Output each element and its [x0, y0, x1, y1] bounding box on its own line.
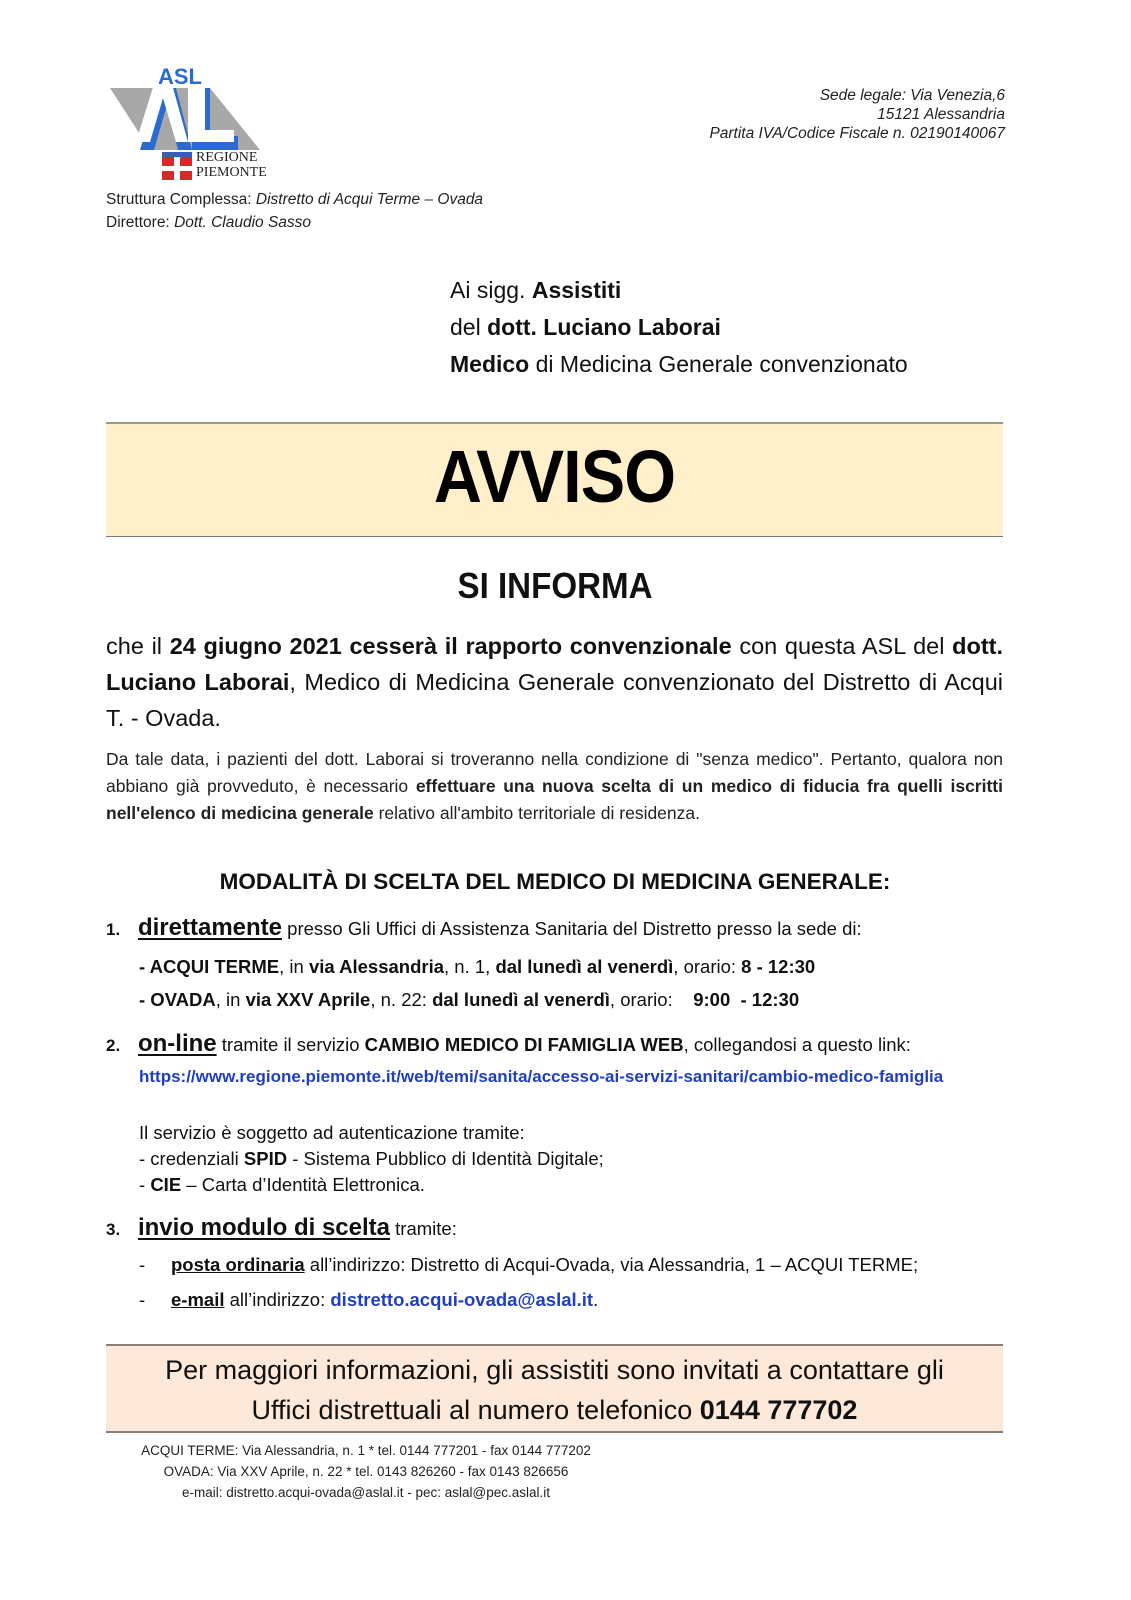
step-number: 3. [106, 1220, 121, 1239]
info-box [106, 1344, 1003, 1433]
recipients-text: Ai sigg. [450, 277, 532, 303]
detail-text: Da tale data, i pazienti del dott. Laborai si troveranno nella condizione di "senza medico". Pertanto, qualora non abbiano già provveduto, è necessario [106, 749, 1003, 796]
auth-text: – Carta d’Identità Elettronica. [181, 1174, 425, 1195]
step-text: presso Gli Uffici di Assistenza Sanitaria del Distretto presso la sede di: [282, 918, 862, 939]
footer-line: OVADA: Via XXV Aprile, n. 22 * tel. 0143 826260 - fax 0143 826656 [163, 1464, 569, 1479]
region-line-1: REGIONE [196, 150, 258, 165]
option-email [139, 1289, 598, 1311]
avviso-title: AVVISO [433, 435, 676, 518]
office-street: via XXV Aprile [245, 989, 371, 1010]
office-acqui [139, 956, 815, 978]
office-hours: 9:00 - 12:30 [693, 989, 800, 1010]
footer-line: e-mail: distretto.acqui-ovada@aslal.it - pec: aslal@pec.aslal.it [181, 1485, 551, 1500]
option-text: all’indirizzo: [224, 1289, 331, 1310]
office-hours: 8 - 12:30 [741, 956, 816, 977]
lead-bold-date: 24 giugno 2021 cesserà il rapporto convenzionale [169, 633, 732, 659]
info-phone: 0144 777702 [699, 1395, 858, 1425]
detail-bold: effettuare una nuova scelta di un medico di fiducia fra quelli iscritti nell'elenco di medicina generale [106, 776, 1003, 823]
lead-paragraph [106, 628, 1003, 736]
footer-contacts [106, 1440, 626, 1503]
service-name: CAMBIO MEDICO DI FAMIGLIA WEB [364, 1034, 684, 1055]
struttura-info [106, 188, 483, 234]
direttore-value: Dott. Claudio Sasso [174, 214, 312, 231]
auth-cie: CIE [150, 1174, 182, 1195]
lead-text: con questa ASL del [731, 633, 953, 659]
region-line-2: PIEMONTE [196, 165, 267, 180]
email-link[interactable]: distretto.acqui-ovada@aslal.it [330, 1289, 594, 1310]
recipients-bold: Medico [450, 351, 530, 377]
piemonte-flag-icon [162, 152, 192, 180]
direttore-label: Direttore: [106, 214, 175, 231]
recipients-text: di Medicina Generale convenzionato [529, 351, 908, 377]
sede-line: 15121 Alessandria [877, 106, 1005, 123]
office-text: , n. 22: [370, 989, 433, 1010]
auth-spid: SPID [243, 1148, 288, 1169]
asl-al-logo [110, 66, 270, 186]
detail-text: relativo all'ambito territoriale di residenza. [373, 803, 700, 823]
step-3 [106, 1214, 457, 1242]
office-name: - OVADA [139, 989, 216, 1010]
auth-text: - [139, 1174, 151, 1195]
recipients-bold: Assistiti [531, 277, 622, 303]
office-text: , n. 1, [444, 956, 496, 977]
recipients-block [450, 272, 908, 383]
office-days: dal lunedì al venerdì [432, 989, 610, 1010]
info-line-2: Uffici distrettuali al numero telefonico [251, 1395, 700, 1425]
office-street: via Alessandria [308, 956, 445, 977]
modalita-heading: MODALITÀ DI SCELTA DEL MEDICO DI MEDICINA GENERALE: [219, 869, 891, 894]
step-number: 2. [106, 1036, 121, 1055]
recipients-text: del [450, 314, 488, 340]
auth-text: - credenziali [139, 1148, 244, 1169]
struttura-label: Struttura Complessa: [106, 191, 256, 208]
office-name: - ACQUI TERME [139, 956, 280, 977]
avviso-banner [106, 422, 1003, 537]
option-label: posta ordinaria [171, 1254, 305, 1275]
doctor-name: dott. Luciano Laborai [487, 314, 721, 340]
office-text: , in [279, 956, 309, 977]
auth-intro: Il servizio è soggetto ad autenticazione tramite: [139, 1122, 525, 1143]
step-text: tramite il servizio [216, 1034, 365, 1055]
office-text: , orario: [673, 956, 742, 977]
step-text: , collegandosi a questo link: [683, 1034, 911, 1055]
struttura-value: Distretto di Acqui Terme – Ovada [255, 191, 484, 208]
step-heading: direttamente [137, 914, 283, 941]
office-ovada [139, 989, 799, 1011]
option-text: . [593, 1289, 599, 1310]
lead-bold-doctor: dott. Luciano Laborai [106, 633, 1003, 695]
asl-text: ASL [158, 64, 202, 89]
bullet-dash: - [139, 1289, 146, 1310]
option-text: all’indirizzo: Distretto di Acqui-Ovada, via Alessandria, 1 – ACQUI TERME; [304, 1254, 919, 1275]
step-1 [106, 914, 862, 942]
step-2 [106, 1030, 1003, 1058]
office-text: , in [215, 989, 246, 1010]
detail-paragraph [106, 746, 1003, 827]
option-posta [139, 1254, 918, 1276]
step-text: tramite: [390, 1218, 457, 1239]
lead-text: , Medico di Medicina Generale convenzionato del Distretto di Acqui T. - Ovada. [106, 669, 1003, 731]
office-text: , orario: [609, 989, 694, 1010]
bullet-dash: - [139, 1254, 146, 1275]
si-informa-heading: SI INFORMA [457, 565, 653, 606]
step-heading: on-line [137, 1030, 217, 1057]
info-line-1: Per maggiori informazioni, gli assistiti sono invitati a contattare gli [165, 1355, 944, 1385]
sede-line: Sede legale: Via Venezia,6 [819, 87, 1005, 104]
footer-line: ACQUI TERME: Via Alessandria, n. 1 * tel. 0144 777201 - fax 0144 777202 [141, 1443, 591, 1458]
lead-text: che il [106, 633, 170, 659]
option-label: e-mail [171, 1289, 225, 1310]
sede-legale [709, 86, 1005, 143]
auth-methods [139, 1120, 604, 1198]
sede-line: Partita IVA/Codice Fiscale n. 02190140067 [709, 125, 1005, 142]
auth-text: - Sistema Pubblico di Identità Digitale; [287, 1148, 604, 1169]
cambio-medico-link[interactable]: https://www.regione.piemonte.it/web/temi/sanita/accesso-ai-servizi-sanitari/cambio-medico-famiglia [139, 1067, 944, 1086]
step-number: 1. [106, 920, 121, 939]
step-heading: invio modulo di scelta [137, 1214, 391, 1241]
office-days: dal lunedì al venerdì [495, 956, 674, 977]
